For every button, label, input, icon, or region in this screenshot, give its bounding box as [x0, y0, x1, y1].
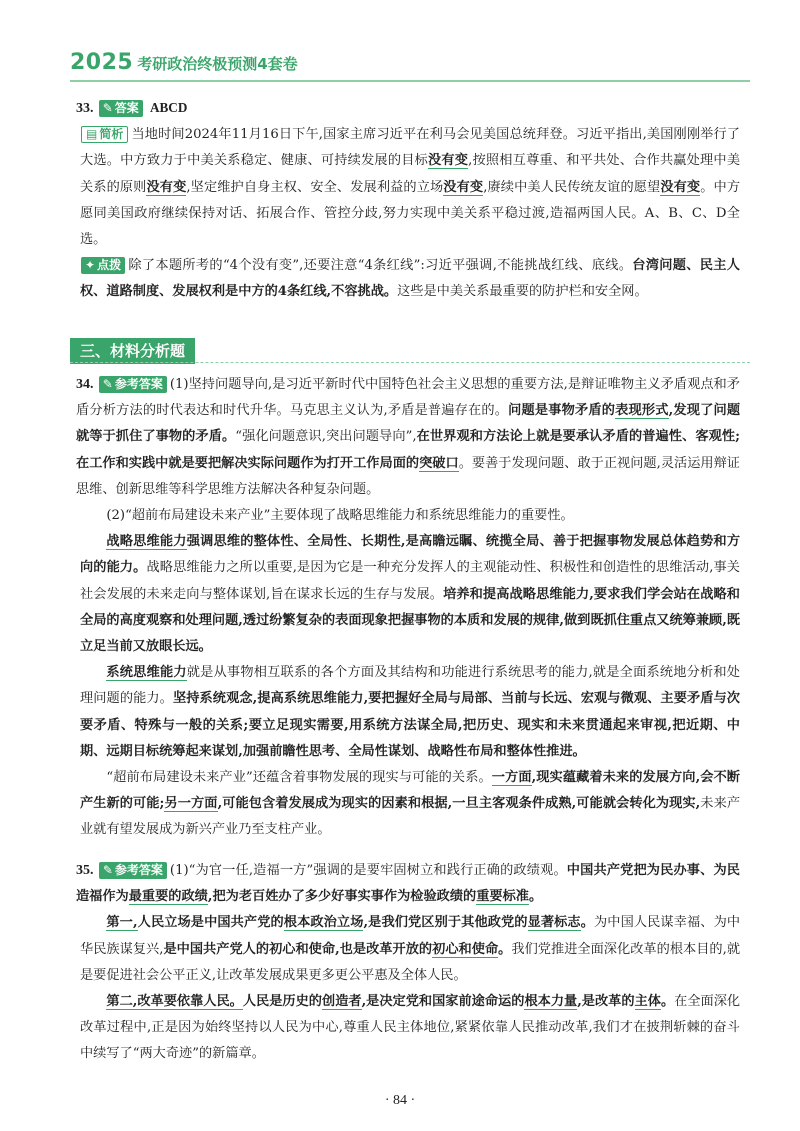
header-rule — [70, 80, 750, 82]
edit-icon: ✎ — [102, 863, 113, 877]
question-35 — [76, 858, 741, 1068]
book-icon: ▤ — [86, 127, 98, 142]
reference-answer-tag: ✎ 参考答案 — [99, 862, 167, 879]
q34-reality-possibility: “超前布局建设未来产业”还蕴含着事物发展的现实与可能的关系。一方面,现实蕴藏着未来的发展方向,会不断产生新的可能;另一方面,可能包含着发展成为现实的因素和根据,一旦主客观条件成熟,可能就会转化为现实,未来产业就有望发展成为新兴产业乃至支柱产业。 — [80, 770, 741, 838]
question-34 — [76, 372, 741, 844]
q35-part1: 35. ✎ 参考答案 (1)“为官一任,造福一方”强调的是要牢固树立和践行正确的政绩观。中国共产党把为民办事、为民造福作为最重要的政绩,把为老百姓办了多少好事实事作为检验政绩的重要标准。 — [76, 863, 740, 905]
edit-icon: ✎ — [102, 101, 113, 115]
q35-first-point: 第一,人民立场是中国共产党的根本政治立场,是我们党区别于其他政党的显著标志。为中国人民谋幸福、为中华民族谋复兴,是中国共产党人的初心和使命,也是改革开放的初心和使命。我们党推进全面深化改革的根本目的,就是要促进社会公平正义,让改革发展成果更多更公平惠及全体人民。 — [80, 915, 741, 983]
q34-part1: 34. ✎ 参考答案 (1)坚持问题导向,是习近平新时代中国特色社会主义思想的重要方法,是辩证唯物主义矛盾观点和矛盾分析方法的时代表达和时代升华。马克思主义认为,矛盾是普遍存在的。问题是事物矛盾的表现形式,发现了问题就等于抓住了事物的矛盾。“强化问题意识,突出问题导向”,在世界观和方法论上就是要承认矛盾的普遍性、客观性;在工作和实践中就是要把解决实际问题作为打开工作局面的突破口。要善于发现问题、敢于正视问题,灵活运用辩证思维、创新思维等科学思维方法解决各种复杂问题。 — [76, 377, 741, 497]
section-rule — [70, 362, 750, 363]
bulb-icon: ✦ — [85, 258, 96, 273]
answer-tag: ✎ 答案 — [99, 100, 143, 117]
header-title: 考研政治终极预测4套卷 — [137, 55, 298, 73]
answer-value: ABCD — [149, 100, 188, 115]
q35-second-point: 第二,改革要依靠人民。人民是历史的创造者,是决定党和国家前途命运的根本力量,是改革的主体。在全面深化改革过程中,正是因为始终坚持以人民为中心,尊重人民主体地位,紧紧依靠人民推动改革,我们才在披荆斩棘的奋斗中续写了“两大奇迹”的新篇章。 — [80, 994, 741, 1062]
page-number: · 84 · — [384, 1093, 416, 1108]
question-number: 33. — [76, 101, 94, 116]
page-header — [70, 50, 298, 75]
q34-strategic-thinking: 战略思维能力强调思维的整体性、全局性、长期性,是高瞻远瞩、统揽全局、善于把握事物发展总体趋势和方向的能力。战略思维能力之所以重要,是因为它是一种充分发挥人的主观能动性、积极性和创造性的思维活动,事关社会发展的未来走向与整体谋划,旨在谋求长远的生存与发展。培养和提高战略思维能力,要求我们学会站在战略和全局的高度观察和处理问题,透过纷繁复杂的表面现象把握事物的本质和发展的规律,做到既抓住重点又统筹兼顾,既立足当前又放眼长远。 — [80, 534, 741, 655]
question-number: 35. — [76, 863, 94, 878]
section-title: 三、材料分析题 — [70, 338, 195, 364]
question-number: 34. — [76, 377, 94, 392]
edit-icon: ✎ — [102, 377, 113, 391]
tip-paragraph: ✦ 点拨 除了本题所考的“4个没有变”,还要注意“4条红线”:习近平强调,不能挑战红线、底线。台湾问题、民主人权、道路制度、发展权利是中方的4条红线,不容挑战。这些是中美关系最重要的防护栏和安全网。 — [80, 258, 740, 300]
header-year: 2025 — [70, 50, 134, 75]
analysis-tag: ▤ 简析 — [81, 126, 128, 143]
analysis-paragraph: ▤ 简析 当地时间2024年11月16日下午,国家主席习近平在利马会见美国总统拜登。习近平指出,美国刚刚举行了大选。中方致力于中美关系稳定、健康、可持续发展的目标没有变,按照相互尊重、和平共处、合作共赢处理中美关系的原则没有变,坚定维护自身主权、安全、发展利益的立场没有变,赓续中美人民传统友谊的愿望没有变。中方愿同美国政府继续保持对话、拓展合作、管控分歧,努力实现中美关系平稳过渡,造福两国人民。A、B、C、D全选。 — [80, 127, 741, 248]
q34-part2: (2)“超前布局建设未来产业”主要体现了战略思维能力和系统思维能力的重要性。 — [106, 508, 574, 524]
question-33 — [76, 95, 741, 306]
reference-answer-tag: ✎ 参考答案 — [99, 376, 167, 393]
tip-tag: ✦ 点拨 — [81, 257, 125, 274]
q34-system-thinking: 系统思维能力就是从事物相互联系的各个方面及其结构和功能进行系统思考的能力,就是全面系统地分析和处理问题的能力。坚持系统观念,提高系统思维能力,要把握好全局与局部、当前与长远、宏观与微观、主要矛盾与次要矛盾、特殊与一般的关系;要立足现实需要,用系统方法谋全局,把历史、现实和未来贯通起来审视,把近期、中期、远期目标统筹起来谋划,加强前瞻性思考、全局性谋划、战略性布局和整体性推进。 — [80, 665, 740, 759]
